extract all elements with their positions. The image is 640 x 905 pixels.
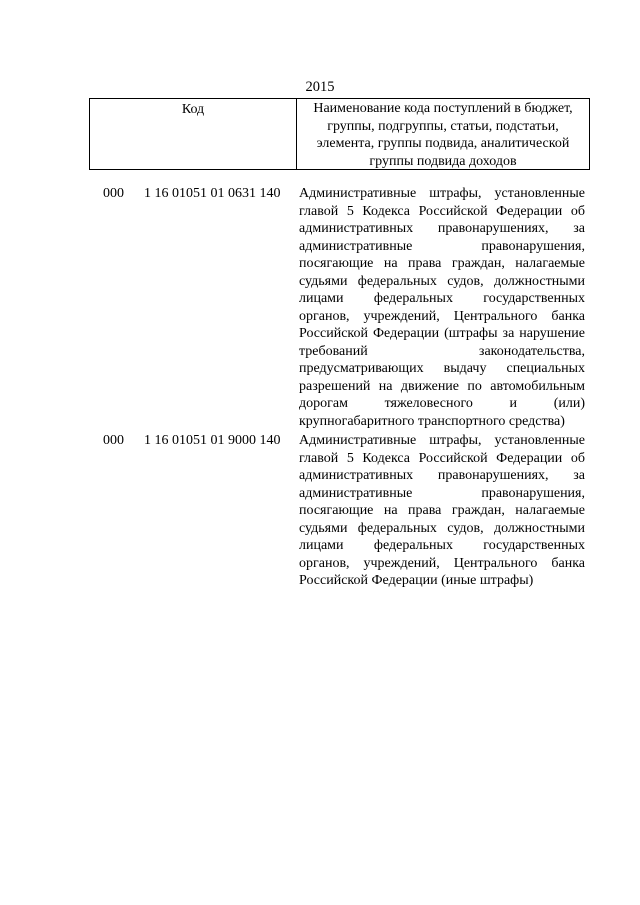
header-name-cell: Наименование кода поступлений в бюджет, группы, подгруппы, статьи, подстатьи, элемента, группы подвида, аналитической группы подвида доходов (313, 101, 573, 169)
table-row (0, 432, 640, 590)
budget-code: 1 16 01051 01 9000 140 (144, 433, 281, 448)
admin-code: 000 (103, 433, 124, 448)
page-number: 2015 (305, 79, 335, 95)
header-code-cell: Код (90, 99, 297, 169)
row-description: Административные штрафы, установленные главой 5 Кодекса Российской Федерации об административных правонарушениях, за административные правонарушения, посягающие на права граждан, налагаемые судьями федеральных судов, должностными лицами федеральных государственных органов, учреждений, Центрального банка Российской Федерации (иные штрафы) (299, 433, 585, 588)
table-header (89, 98, 590, 170)
budget-code: 1 16 01051 01 0631 140 (144, 186, 281, 201)
admin-code: 000 (103, 186, 124, 201)
table-row (0, 185, 640, 430)
table-body (0, 185, 640, 590)
row-description: Административные штрафы, установленные главой 5 Кодекса Российской Федерации об административных правонарушениях, за административные правонарушения, посягающие на права граждан, налагаемые судьями федеральных судов, должностными лицами федеральных государственных органов, учреждений, Центрального банка Российской Федерации (штрафы за нарушение требований законодательства, предусматривающих выдачу специальных разрешений на движение по автомобильным дорогам тяжеловесного и (или) крупногабаритного транспортного средства) (299, 186, 585, 429)
